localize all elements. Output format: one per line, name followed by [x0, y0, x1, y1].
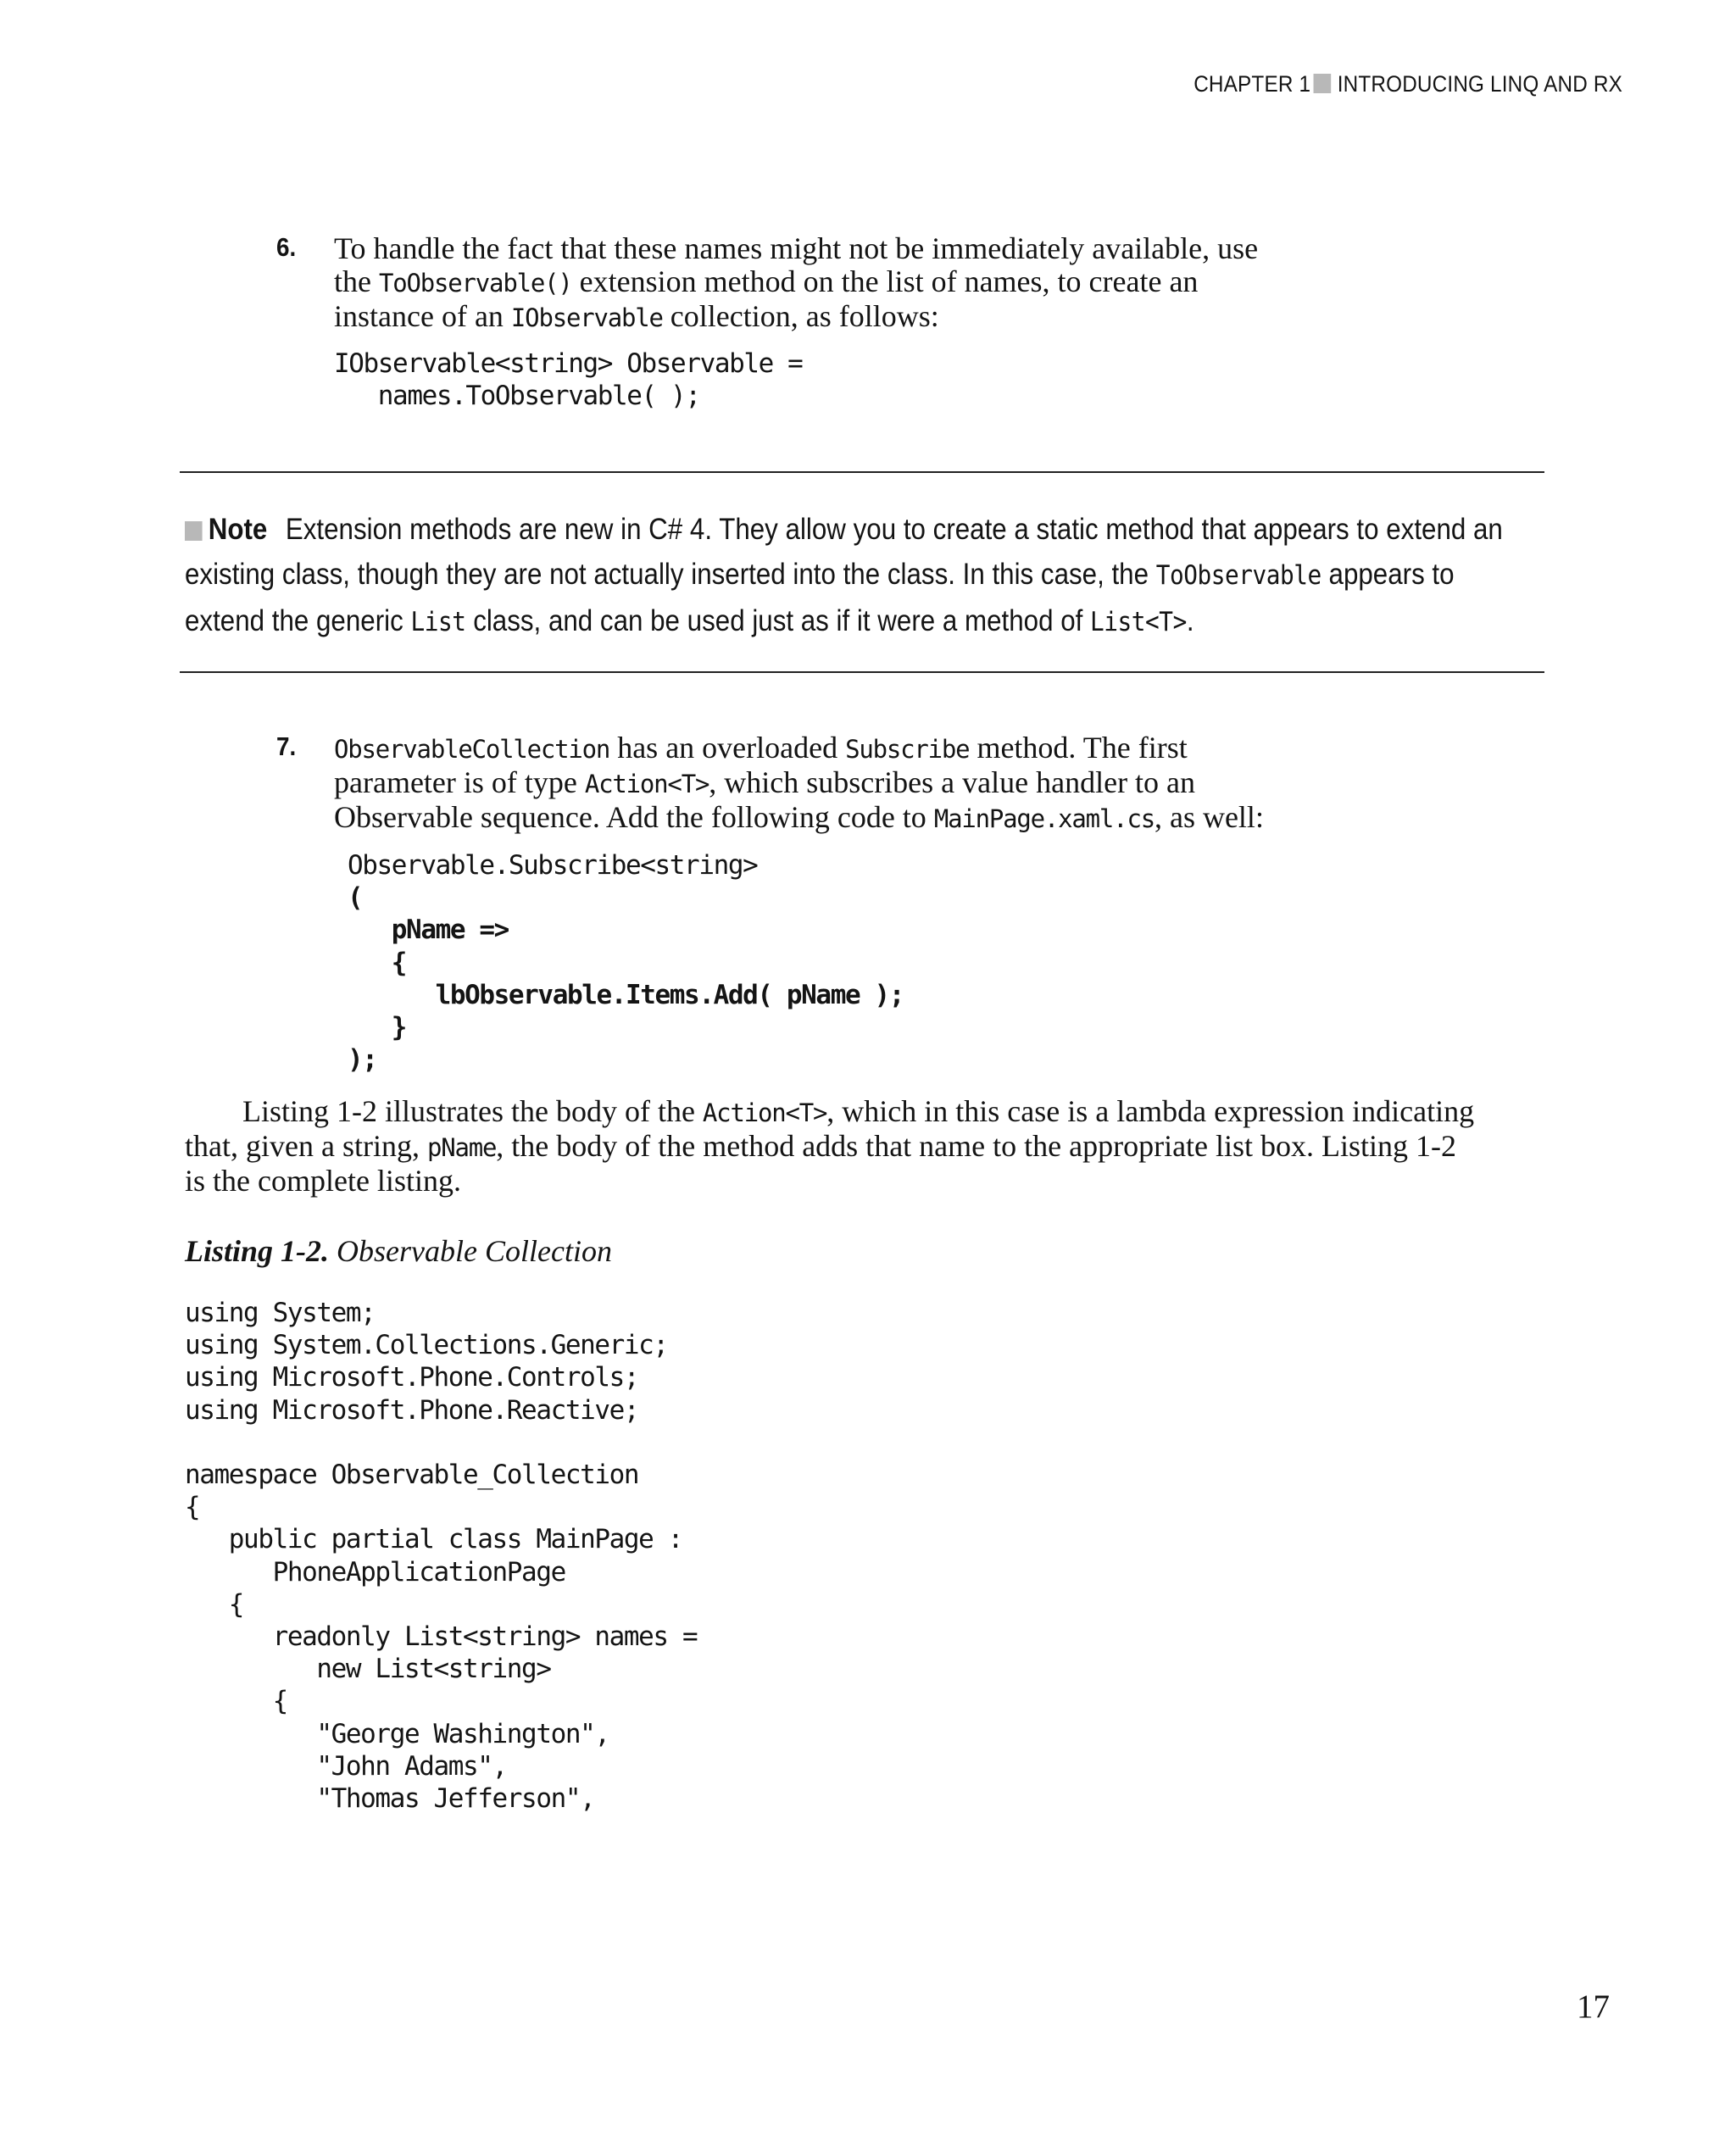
chapter-title: INTRODUCING LINQ AND RX	[1337, 71, 1622, 97]
step-text	[334, 232, 1487, 335]
note-top-rule	[180, 471, 1544, 473]
step-line	[334, 801, 1487, 836]
inline-code: List<T>	[1090, 607, 1187, 637]
step-number: 7.	[276, 731, 297, 761]
code-line: IObservable<string> Observable =	[334, 348, 803, 379]
paragraph-line	[185, 1165, 1541, 1198]
code-line: "George Washington",	[185, 1718, 609, 1749]
code-line: new List<string>	[185, 1654, 551, 1685]
note-line	[185, 598, 1406, 645]
step-text	[334, 731, 1487, 836]
paragraph-line	[185, 1095, 1541, 1130]
text-run: , which in this case is a lambda expression indicating	[826, 1094, 1475, 1128]
step-line	[334, 232, 1487, 265]
text-run: class, and can be used just as if it were a method of	[465, 604, 1091, 637]
listing-caption	[185, 1233, 612, 1269]
square-bullet-icon	[185, 521, 203, 541]
text-run: method. The first	[969, 731, 1188, 765]
text-run: .	[1186, 604, 1194, 637]
step-line	[334, 300, 1487, 335]
code-line: {	[348, 947, 407, 978]
text-run: instance of an	[334, 299, 511, 333]
text-run: parameter is of type	[334, 765, 585, 799]
code-line: readonly List<string> names =	[185, 1621, 698, 1653]
inline-code: Action<T>	[584, 770, 709, 798]
page-number: 17	[1577, 1988, 1610, 2025]
step-line	[334, 766, 1487, 801]
text-run: extension method on the list of names, to create an	[571, 264, 1199, 298]
code-line: {	[185, 1588, 244, 1620]
square-bullet-icon	[1314, 74, 1332, 93]
listing-code	[185, 1297, 697, 1815]
step-line	[334, 265, 1487, 300]
code-line: using Microsoft.Phone.Controls;	[185, 1362, 639, 1393]
note-box	[185, 507, 1503, 645]
inline-code: Action<T>	[702, 1098, 827, 1127]
code-line: (	[348, 882, 363, 914]
note-line	[185, 552, 1455, 598]
code-line: using System.Collections.Generic;	[185, 1330, 668, 1361]
inline-code: List	[410, 607, 466, 637]
note-bottom-rule	[180, 671, 1544, 673]
code-line: pName =>	[348, 915, 509, 946]
text-run: is the complete listing.	[185, 1164, 461, 1198]
inline-code: ToObservable	[1155, 560, 1321, 591]
note-label: Note	[208, 513, 268, 546]
running-header	[1194, 71, 1622, 97]
text-run: , the body of the method adds that name to the appropriate list box. Listing 1-2	[496, 1129, 1457, 1163]
listing-title: Observable Collection	[337, 1234, 612, 1268]
note-line	[185, 507, 1503, 552]
text-run: appears to	[1321, 558, 1455, 591]
code-line	[185, 1426, 697, 1459]
code-line: names.ToObservable( );	[334, 381, 700, 412]
text-run: To handle the fact that these names might not be immediately available, use	[334, 231, 1259, 265]
text-run: has an overloaded	[609, 731, 846, 765]
text-run: that, given a string,	[185, 1129, 427, 1163]
text-run: extend the generic	[185, 604, 411, 637]
code-block-step7	[348, 849, 904, 1076]
code-line: {	[185, 1686, 287, 1717]
text-run: existing class, though they are not actually inserted into the class. In this case, the	[185, 558, 1156, 591]
inline-code: ObservableCollection	[334, 735, 610, 764]
code-line: namespace Observable_Collection	[185, 1460, 639, 1490]
text-run: , which subscribes a value handler to an	[709, 765, 1196, 799]
code-line: "John Adams",	[185, 1750, 507, 1782]
code-line: using System;	[185, 1298, 376, 1328]
text-run: collection, as follows:	[662, 299, 939, 333]
code-line: lbObservable.Items.Add( pName );	[348, 979, 904, 1010]
text-run: the	[334, 264, 379, 298]
listing-label: Listing 1-2.	[185, 1234, 330, 1268]
code-line: PhoneApplicationPage	[185, 1556, 565, 1588]
text-run: , as well:	[1154, 800, 1264, 834]
inline-code: IObservable	[510, 303, 663, 332]
text-run: Observable sequence. Add the following code to	[334, 800, 934, 834]
code-line: public partial class MainPage :	[185, 1524, 682, 1555]
code-line: }	[348, 1012, 407, 1043]
chapter-number: CHAPTER 1	[1194, 71, 1311, 97]
code-line: Observable.Subscribe<string>	[348, 850, 758, 881]
text-run: Listing 1-2 illustrates the body of the	[242, 1094, 703, 1128]
paragraph-line	[185, 1130, 1541, 1165]
code-line: {	[185, 1492, 200, 1523]
code-line: "Thomas Jefferson",	[185, 1783, 595, 1815]
step-number: 6.	[276, 232, 297, 262]
inline-code: MainPage.xaml.cs	[933, 804, 1155, 833]
inline-code: Subscribe	[845, 735, 970, 764]
code-line: );	[348, 1044, 377, 1076]
step-line	[334, 731, 1487, 766]
code-line: using Microsoft.Phone.Reactive;	[185, 1394, 639, 1426]
body-paragraph	[185, 1095, 1541, 1198]
text-run: Extension methods are new in C# 4. They allow you to create a static method that appears to extend an	[285, 513, 1503, 546]
code-block-step6	[334, 348, 802, 412]
inline-code: pName	[426, 1133, 497, 1162]
inline-code: ToObservable()	[378, 269, 572, 298]
